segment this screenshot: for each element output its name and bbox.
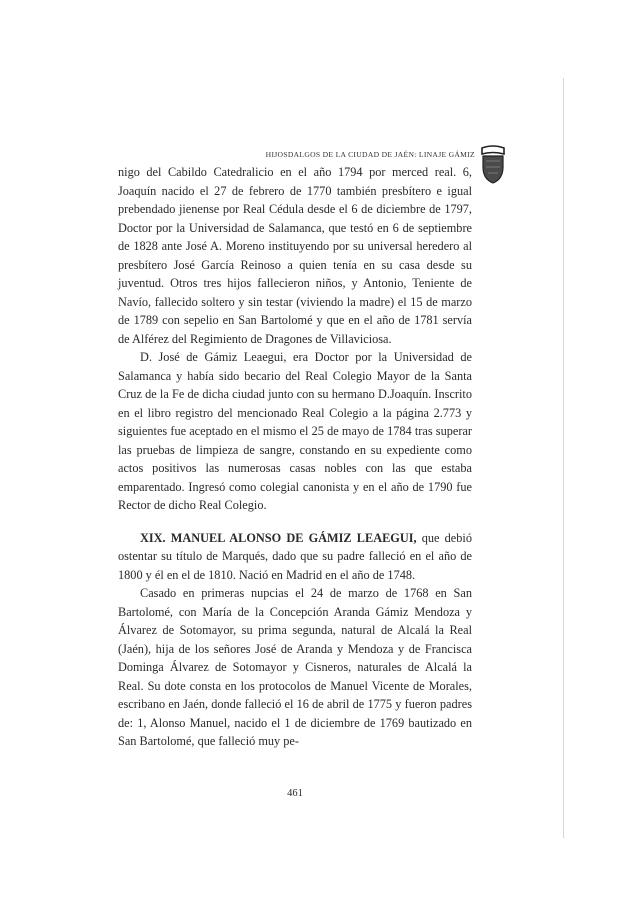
section-heading-rest: que debió ostentar su título de Marqués, dado que su padre falleció en el año de 1800 y él en el de 1810. Nació en Madrid en el año de 1748.	[118, 530, 472, 582]
heraldic-shield-icon	[478, 145, 508, 185]
section-paragraph	[118, 529, 472, 585]
page-edge-line	[563, 78, 564, 838]
section-heading: XIX. MANUEL ALONSO DE GÁMIZ LEAEGUI,	[140, 530, 417, 545]
running-head: HIJOSDALGOS DE LA CIUDAD DE JAÉN: LINAJE GÁMIZ	[265, 150, 475, 159]
page-number: 461	[287, 788, 303, 799]
paragraph: Casado en primeras nupcias el 24 de marzo de 1768 en San Bartolomé, con María de la Concepción Aranda Gámiz Mendoza y Álvarez de Sotomayor, su prima segunda, natural de Alcalá la Real (Jaén), hija de los señores José de Aranda y Mendoza y de Francisca Dominga Álvarez de Sotomayor y Cisneros, naturales de Alcalá la Real. Su dote consta en los protocolos de Manuel Vicente de Morales, escribano en Jaén, donde falleció el 16 de abril de 1775 y fueron padres de: 1, Alonso Manuel, nacido el 1 de diciembre de 1769 bautizado en San Bartolomé, que falleció muy pe-	[118, 586, 472, 748]
paragraph: nigo del Cabildo Catedralicio en el año 1794 por merced real. 6, Joaquín nacido el 27 de febrero de 1770 también presbítero e igual prebendado jienense por Real Cédula desde el 6 de diciembre de 1797, Doctor por la Universidad de Salamanca, que testó en 6 de septiembre de 1828 ante José A. Moreno instituyendo por su universal heredero al presbítero José García Reinoso a quien tenía en su casa desde su juventud. Otros tres hijos fallecieron niños, y Antonio, Teniente de Navío, fallecido soltero y sin testar (viviendo la madre) el 15 de marzo de 1789 con sepelio en San Bartolomé y que en el año de 1781 servía de Alférez del Regimiento de Dragones de Villaviciosa.	[118, 165, 472, 346]
paragraph: D. José de Gámiz Leaegui, era Doctor por la Universidad de Salamanca y había sido becario del Real Colegio Mayor de la Santa Cruz de la Fe de dicha ciudad junto con su hermano D.Joaquín. Inscrito en el libro registro del mencionado Real Colegio a la página 2.773 y siguientes fue aceptado en el mismo el 25 de mayo de 1784 tras superar las pruebas de limpieza de sangre, constando en su expediente como actos positivos las numerosas casas nobles con las que estaba emparentado. Ingresó como colegial canonista y en el año de 1790 fue Rector de dicho Real Colegio.	[118, 350, 472, 512]
body-text	[118, 163, 472, 751]
